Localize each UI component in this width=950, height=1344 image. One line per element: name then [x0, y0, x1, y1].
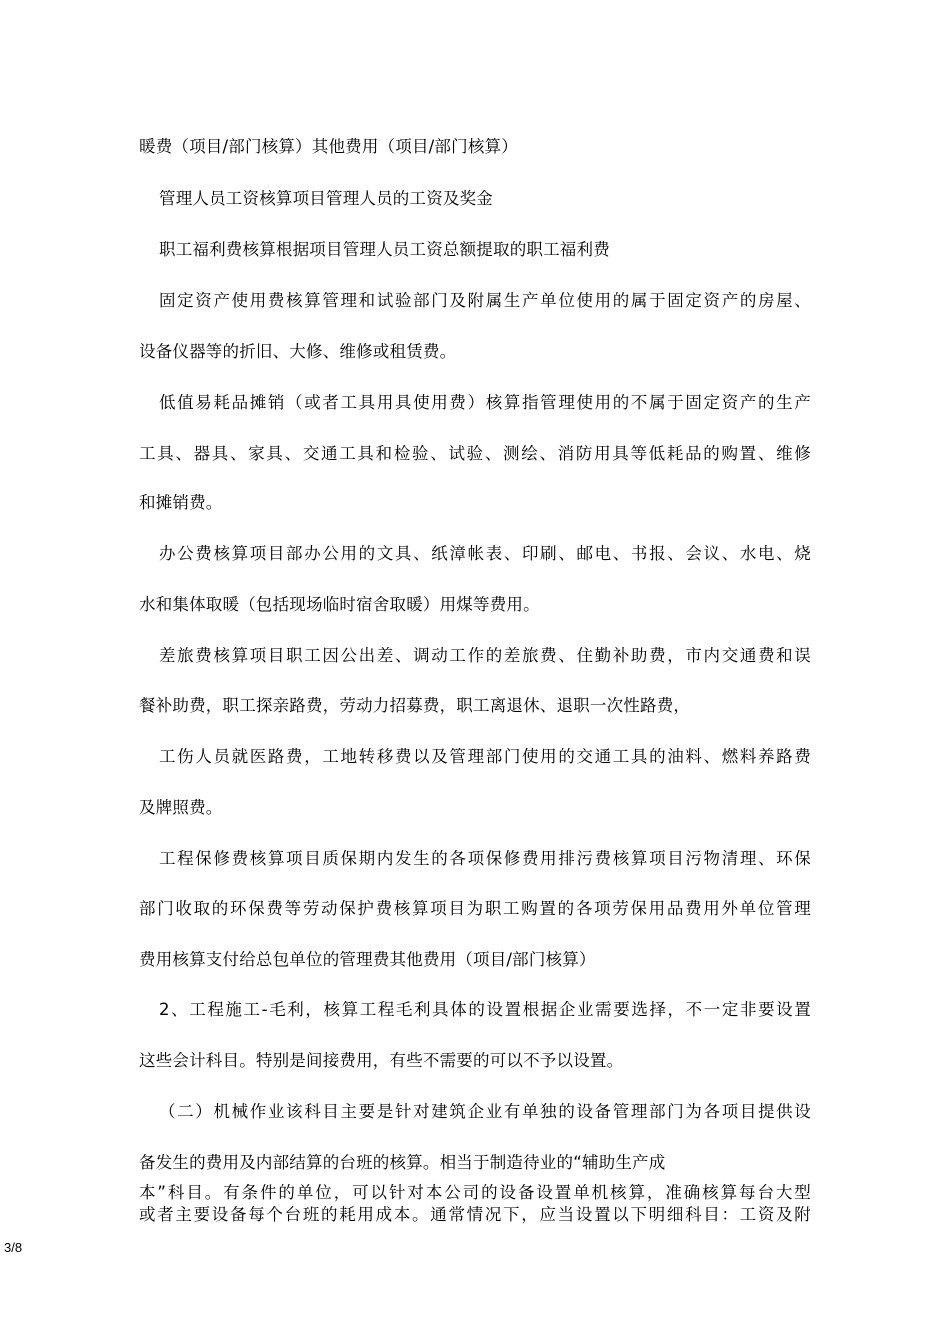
text-line: 或者主要设备每个台班的耗用成本。通常情况下，应当设置以下明细科目：工资及附: [139, 1205, 811, 1224]
text-line: 水和集体取暖（包括现场临时宿舍取暖）用煤等费用。: [139, 595, 540, 614]
text-line: （二）机械作业该科目主要是针对建筑企业有单独的设备管理部门为各项目提供设: [159, 1102, 811, 1121]
text-line: 职工福利费核算根据项目管理人员工资总额提取的职工福利费: [159, 240, 610, 259]
text-line: 本”科目。有条件的单位，可以针对本公司的设备设置单机核算，准确核算每台大型: [139, 1183, 811, 1202]
text-line: 办公费核算项目部办公用的文具、纸漳帐表、印刷、邮电、书报、会议、水电、烧: [159, 544, 811, 563]
text-line: 固定资产使用费核算管理和试验部门及附属生产单位使用的属于固定资产的房屋、: [159, 291, 811, 310]
text-line: 工具、器具、家具、交通工具和检验、试验、测绘、消防用具等低耗品的购置、维修: [139, 444, 811, 463]
text-line: 管理人员工资核算项目管理人员的工资及奖金: [159, 189, 493, 208]
text-line: 低值易耗品摊销（或者工具用具使用费）核算指管理使用的不属于固定资产的生产: [159, 393, 811, 412]
text-line: 备发生的费用及内部结算的台班的核算。相当于制造待业的“辅助生产成: [139, 1153, 666, 1172]
text-line: 差旅费核算项目职工因公出差、调动工作的差旅费、住勤补助费，市内交通费和误: [159, 646, 811, 665]
text-line: 费用核算支付给总包单位的管理费其他费用（项目/部门核算）: [139, 950, 596, 969]
text-line: 设备仪器等的折旧、大修、维修或租赁费。: [139, 342, 457, 361]
text-line: 部门收取的环保费等劳动保护费核算项目为职工购置的各项劳保用品费用外单位管理: [139, 899, 811, 918]
text-line: 2、工程施工-毛利，核算工程毛利具体的设置根据企业需要选择，不一定非要设置: [159, 1000, 811, 1019]
page-number: 3/8: [4, 1240, 23, 1255]
text-line: 这些会计科目。特别是间接费用，有些不需要的可以不予以设置。: [139, 1051, 624, 1070]
text-line: 工伤人员就医路费，工地转移费以及管理部门使用的交通工具的油料、燃料养路费: [159, 747, 811, 766]
text-line: 及牌照费。: [139, 798, 223, 817]
text-line: 工程保修费核算项目质保期内发生的各项保修费用排污费核算项目污物清理、环保: [159, 849, 811, 868]
text-line: 和摊销费。: [139, 493, 223, 512]
text-line: 餐补助费，职工探亲路费，劳动力招募费，职工离退休、退职一次性路费，: [139, 696, 691, 715]
text-line: 暖费（项目/部门核算）其他费用（项目/部门核算）: [139, 137, 518, 156]
